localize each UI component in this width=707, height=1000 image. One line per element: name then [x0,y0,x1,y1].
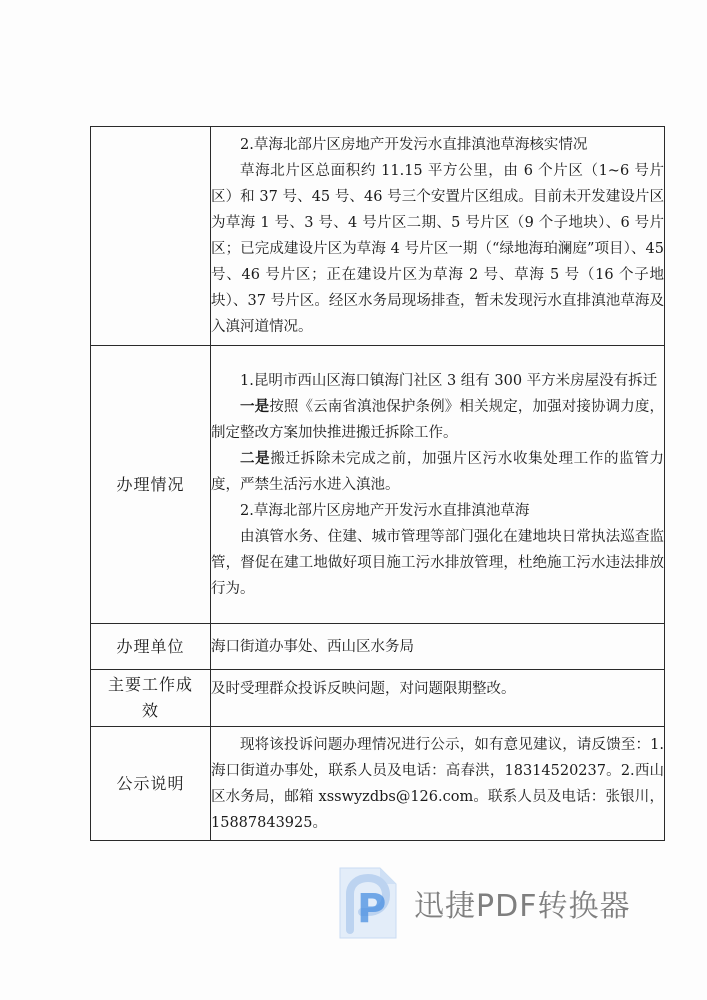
pdf-converter-watermark [336,864,630,942]
handling-item1-second [211,446,664,498]
unit-label: 办理单位 [91,624,211,670]
second-text: 搬迁拆除未完成之前，加强片区污水收集处理工作的监管力度，严禁生活污水进入滇池。 [211,450,665,493]
svg-text:P: P [357,886,387,932]
handling-row [91,346,665,624]
verification-content-cell [211,127,665,346]
notice-value: 现将该投诉问题办理情况进行公示，如有意见建议，请反馈至：1.海口街道办事处，联系人员及电话：高春洪，18314520237。2.西山区水务局，邮箱 xsswyzdbs@126.com。联系人员及电话：张银川，15887843925。 [211,727,665,841]
results-label: 主要工作成效 [91,670,211,727]
handling-item2-heading: 2.草海北部片区房地产开发污水直排滇池草海 [240,502,530,519]
watermark-text: 迅捷PDF转换器 [414,889,631,924]
handling-item2-text: 由滇管水务、住建、城市管理等部门强化在建地块日常执法巡查监管，督促在建工地做好项目施工污水排放管理，杜绝施工污水违法排放行为。 [211,528,664,597]
verification-row [91,127,665,346]
complaint-handling-table [90,126,665,841]
notice-label: 公示说明 [91,727,211,841]
unit-row [91,624,665,670]
first-lead: 一是 [240,397,270,415]
verification-body: 草海北片区总面积约 11.15 平方公里，由 6 个片区（1~6 号片区）和 37 号、45 号、46 号三个安置片区组成。目前未开发建设片区为草海 1 号、3 号、4 号片区二期、5 号片区（9 个子地块）、6 号片区；已完成建设片区为草海 4 号片区一期（“绿地海珀澜庭”项目）、45 号、46 号片区；正在建设片区为草海 2 号、草海 5 号（16 个子地块）、37 号片区。经区水务局现场排查，暂未发现污水直排滇池草海及入滇河道情况。 [211,163,664,335]
handling-label: 办理情况 [91,346,211,624]
verification-label-cell [91,127,211,346]
results-value: 及时受理群众投诉反映问题，对问题限期整改。 [211,670,665,727]
pdf-converter-logo-icon [336,864,400,942]
results-row [91,670,665,727]
unit-value: 海口街道办事处、西山区水务局 [211,624,665,670]
first-text: 按照《云南省滇池保护条例》相关规定，加强对接协调力度，制定整改方案加快推进搬迁拆除工作。 [211,398,664,441]
handling-item1-heading: 1.昆明市西山区海口镇海门社区 3 组有 300 平方米房屋没有拆迁 [240,372,658,389]
handling-item1-first [211,394,664,446]
verification-heading: 2.草海北部片区房地产开发污水直排滇池草海核实情况 [240,137,588,153]
second-lead: 二是 [240,449,271,467]
notice-row [91,727,665,841]
handling-content-cell [211,346,665,624]
